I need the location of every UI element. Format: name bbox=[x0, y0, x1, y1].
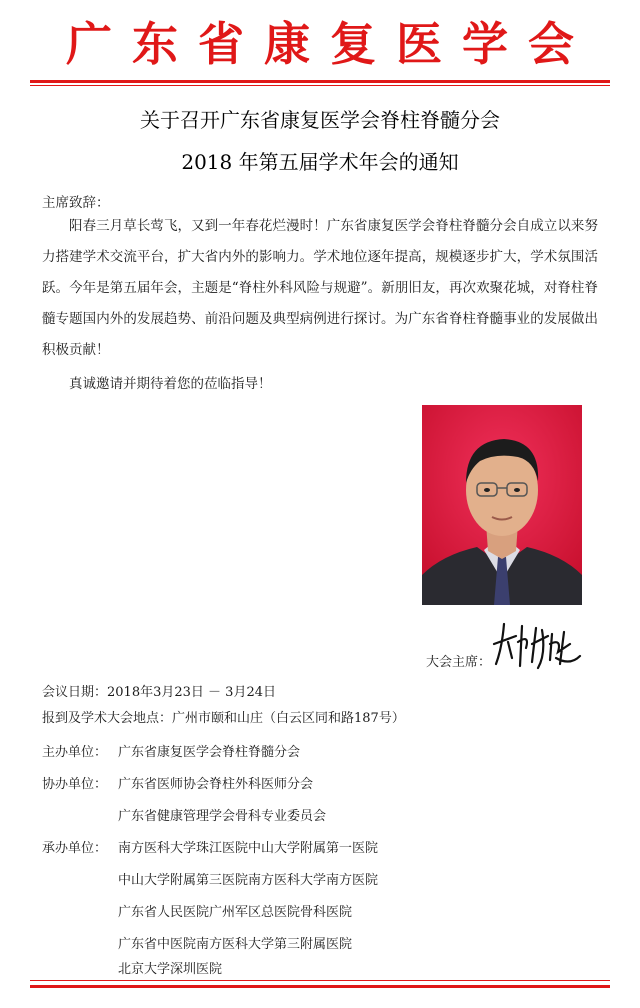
undertake-label: 承办单位： bbox=[42, 841, 108, 856]
meeting-date-label: 会议日期： bbox=[42, 685, 108, 700]
meeting-place bbox=[42, 707, 405, 726]
undertake-organizer: 广东省人民医院广州军区总医院骨科医院 bbox=[118, 905, 353, 920]
speech-paragraph-2: 真诚邀请并期待着您的莅临指导！ bbox=[69, 376, 272, 392]
notice-title-line1: 关于召开广东省康复医学会脊柱脊髓分会 bbox=[140, 108, 500, 132]
bottom-rule-thin bbox=[30, 980, 610, 981]
co-organizer: 广东省医师协会脊柱外科医师分会 bbox=[118, 777, 314, 792]
undertake-organizer: 南方医科大学珠江医院中山大学附属第一医院 bbox=[118, 841, 379, 856]
notice-title-line2: 2018 年第五届学术年会的通知 bbox=[181, 150, 459, 174]
masthead-title: 广东省康复医学会 bbox=[66, 17, 594, 71]
co-label: 协办单位： bbox=[42, 777, 108, 792]
top-rule-thin bbox=[30, 85, 610, 86]
undertake-organizer: 广东省中医院南方医科大学第三附属医院 bbox=[118, 937, 353, 952]
bottom-rule bbox=[30, 985, 610, 988]
salutation: 主席致辞： bbox=[42, 195, 110, 211]
undertake-organizer: 中山大学附属第三医院南方医科大学南方医院 bbox=[118, 873, 379, 888]
chair-portrait-photo bbox=[422, 405, 582, 605]
meeting-date-value: 2018年3月23日 － 3月24日 bbox=[107, 685, 276, 700]
meeting-place-label: 报到及学术大会地点： bbox=[42, 711, 173, 726]
host-organizer: 广东省康复医学会脊柱脊髓分会 bbox=[118, 745, 301, 760]
host-label: 主办单位： bbox=[42, 745, 108, 760]
undertake-organizer: 北京大学深圳医院 bbox=[118, 962, 223, 977]
top-rule bbox=[30, 80, 610, 83]
meeting-date bbox=[42, 681, 276, 700]
chair-signature-image bbox=[486, 614, 586, 674]
speech-paragraph-1: 阳春三月草长莺飞，又到一年春花烂漫时！广东省康复医学会脊柱脊髓分会自成立以来努力搭建学术交流平台，扩大省内外的影响力。学术地位逐年提高，规模逐步扩大，学术氛围活跃。今年是第五届年会，主题是“脊柱外科风险与规避”。新朋旧友，再次欢聚花城，对脊柱脊髓专题国内外的发展趋势、前沿问题及典型病例进行探讨。为广东省脊柱脊髓事业的发展做出积极贡献！ bbox=[42, 218, 598, 358]
co-organizer: 广东省健康管理学会骨科专业委员会 bbox=[118, 809, 327, 824]
meeting-place-value: 广州市颐和山庄（白云区同和路187号） bbox=[172, 711, 405, 726]
chair-label: 大会主席： bbox=[426, 655, 492, 670]
